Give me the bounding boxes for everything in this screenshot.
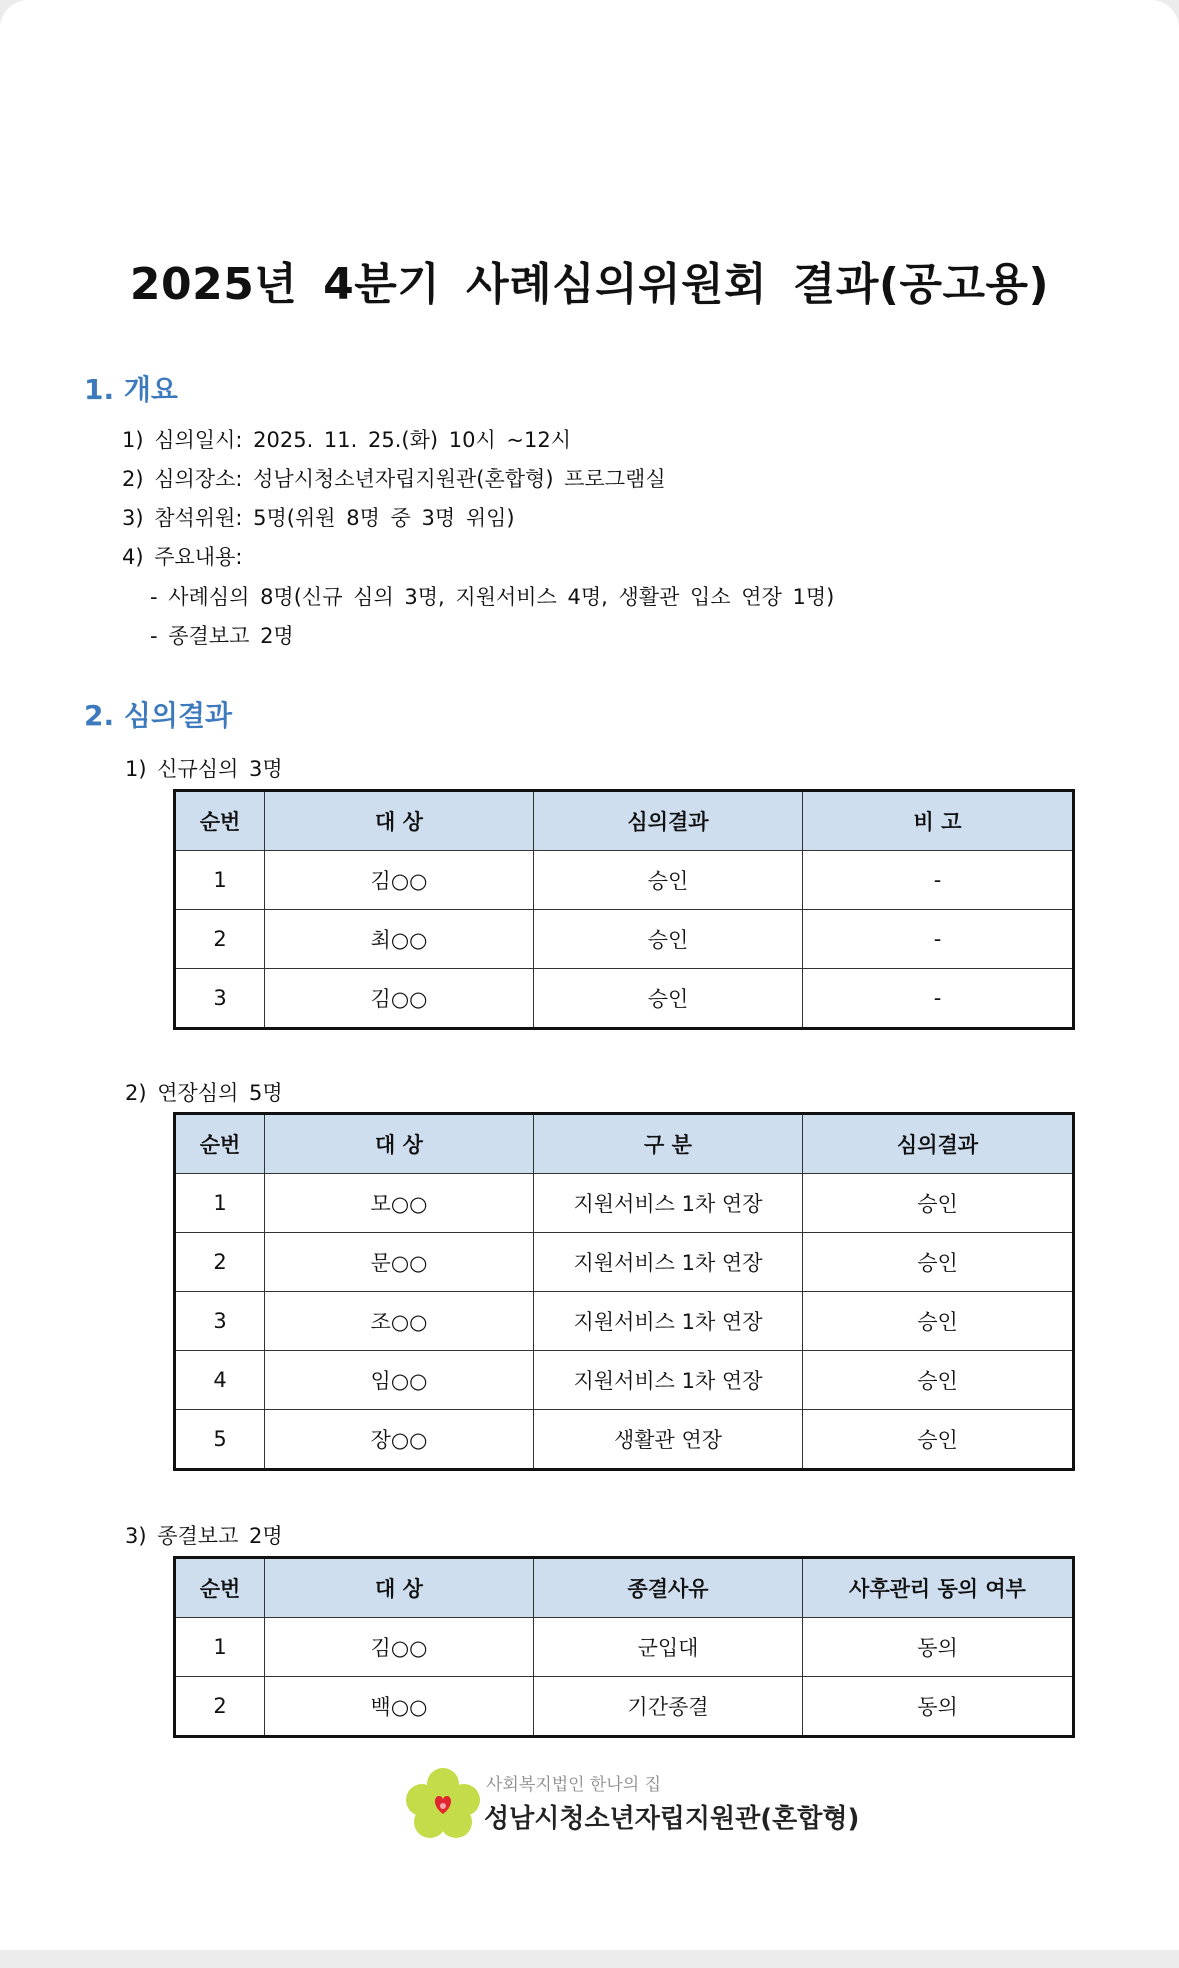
table-cell: 승인 (803, 1351, 1074, 1410)
table-cell: 승인 (803, 1174, 1074, 1233)
table-cell: 문○○ (265, 1233, 534, 1292)
table-row (175, 1233, 1074, 1292)
table-cell: 승인 (803, 1233, 1074, 1292)
header-cell: 비 고 (803, 791, 1074, 851)
table-cell: 4 (175, 1351, 265, 1410)
table-cell: 김○○ (265, 851, 534, 910)
table-row (175, 1292, 1074, 1351)
table-cell: 김○○ (265, 969, 534, 1029)
table-cell: 5 (175, 1410, 265, 1470)
table-cell: 지원서비스 1차 연장 (534, 1351, 803, 1410)
table-cell: 승인 (803, 1292, 1074, 1351)
table-cell: 3 (175, 969, 265, 1029)
header-cell: 종결사유 (534, 1558, 803, 1618)
overview-line-place: 2) 심의장소: 성남시청소년자립지원관(혼합형) 프로그램실 (122, 467, 666, 491)
new-review-table (173, 789, 1075, 1030)
table-cell: 1 (175, 851, 265, 910)
table-cell: 지원서비스 1차 연장 (534, 1174, 803, 1233)
table-cell: 동의 (803, 1618, 1074, 1677)
table-cell: 2 (175, 910, 265, 969)
table-header-row (175, 791, 1074, 851)
table-header-row (175, 1558, 1074, 1618)
table-row (175, 1410, 1074, 1470)
table-cell: 승인 (534, 969, 803, 1029)
table-cell: 승인 (803, 1410, 1074, 1470)
table-cell: 승인 (534, 851, 803, 910)
header-cell: 대 상 (265, 1114, 534, 1174)
table-cell: 김○○ (265, 1618, 534, 1677)
table-row (175, 969, 1074, 1029)
table-cell: 2 (175, 1233, 265, 1292)
new-review-caption: 1) 신규심의 3명 (125, 757, 283, 781)
table-cell: 조○○ (265, 1292, 534, 1351)
table-cell: 지원서비스 1차 연장 (534, 1233, 803, 1292)
header-cell: 순번 (175, 1114, 265, 1174)
table-cell: 동의 (803, 1677, 1074, 1737)
table-cell: - (803, 910, 1074, 969)
header-cell: 사후관리 동의 여부 (803, 1558, 1074, 1618)
table-cell: - (803, 969, 1074, 1029)
table-cell: 2 (175, 1677, 265, 1737)
header-cell: 대 상 (265, 791, 534, 851)
table-row (175, 910, 1074, 969)
table-cell: 1 (175, 1618, 265, 1677)
table-cell: 군입대 (534, 1618, 803, 1677)
header-cell: 심의결과 (534, 791, 803, 851)
table-row (175, 1677, 1074, 1737)
table-cell: 기간종결 (534, 1677, 803, 1737)
table-row (175, 851, 1074, 910)
table-cell: 1 (175, 1174, 265, 1233)
table-header-row (175, 1114, 1074, 1174)
closing-report-caption: 3) 종결보고 2명 (125, 1524, 283, 1548)
header-cell: 구 분 (534, 1114, 803, 1174)
extension-review-caption: 2) 연장심의 5명 (125, 1081, 283, 1105)
overview-line-date: 1) 심의일시: 2025. 11. 25.(화) 10시 ~12시 (122, 428, 572, 452)
table-cell: 최○○ (265, 910, 534, 969)
table-cell: 모○○ (265, 1174, 534, 1233)
overview-line-cases: - 사례심의 8명(신규 심의 3명, 지원서비스 4명, 생활관 입소 연장 1명) (150, 585, 835, 609)
org-subtitle: 사회복지법인 한나의 집 (486, 1775, 662, 1795)
header-cell: 순번 (175, 1558, 265, 1618)
table-cell: 3 (175, 1292, 265, 1351)
results-heading: 2. 심의결과 (84, 699, 233, 732)
table-cell: 임○○ (265, 1351, 534, 1410)
table-cell: 지원서비스 1차 연장 (534, 1292, 803, 1351)
table-cell: 백○○ (265, 1677, 534, 1737)
overview-line-attendees: 3) 참석위원: 5명(위원 8명 중 3명 위임) (122, 506, 515, 530)
table-cell: 장○○ (265, 1410, 534, 1470)
header-cell: 순번 (175, 791, 265, 851)
table-cell: 생활관 연장 (534, 1410, 803, 1470)
table-row (175, 1174, 1074, 1233)
closing-report-table (173, 1556, 1075, 1738)
extension-review-table (173, 1112, 1075, 1471)
table-cell: - (803, 851, 1074, 910)
table-cell: 승인 (534, 910, 803, 969)
table-row (175, 1351, 1074, 1410)
org-name: 성남시청소년자립지원관(혼합형) (484, 1804, 860, 1834)
header-cell: 심의결과 (803, 1114, 1074, 1174)
header-cell: 대 상 (265, 1558, 534, 1618)
overview-line-closing: - 종결보고 2명 (150, 624, 294, 648)
flower-heart-logo-icon (398, 1766, 488, 1842)
table-row (175, 1618, 1074, 1677)
overview-heading: 1. 개요 (84, 373, 178, 406)
overview-line-main: 4) 주요내용: (122, 545, 243, 569)
document-title: 2025년 4분기 사례심의위원회 결과(공고용) (129, 259, 1050, 310)
